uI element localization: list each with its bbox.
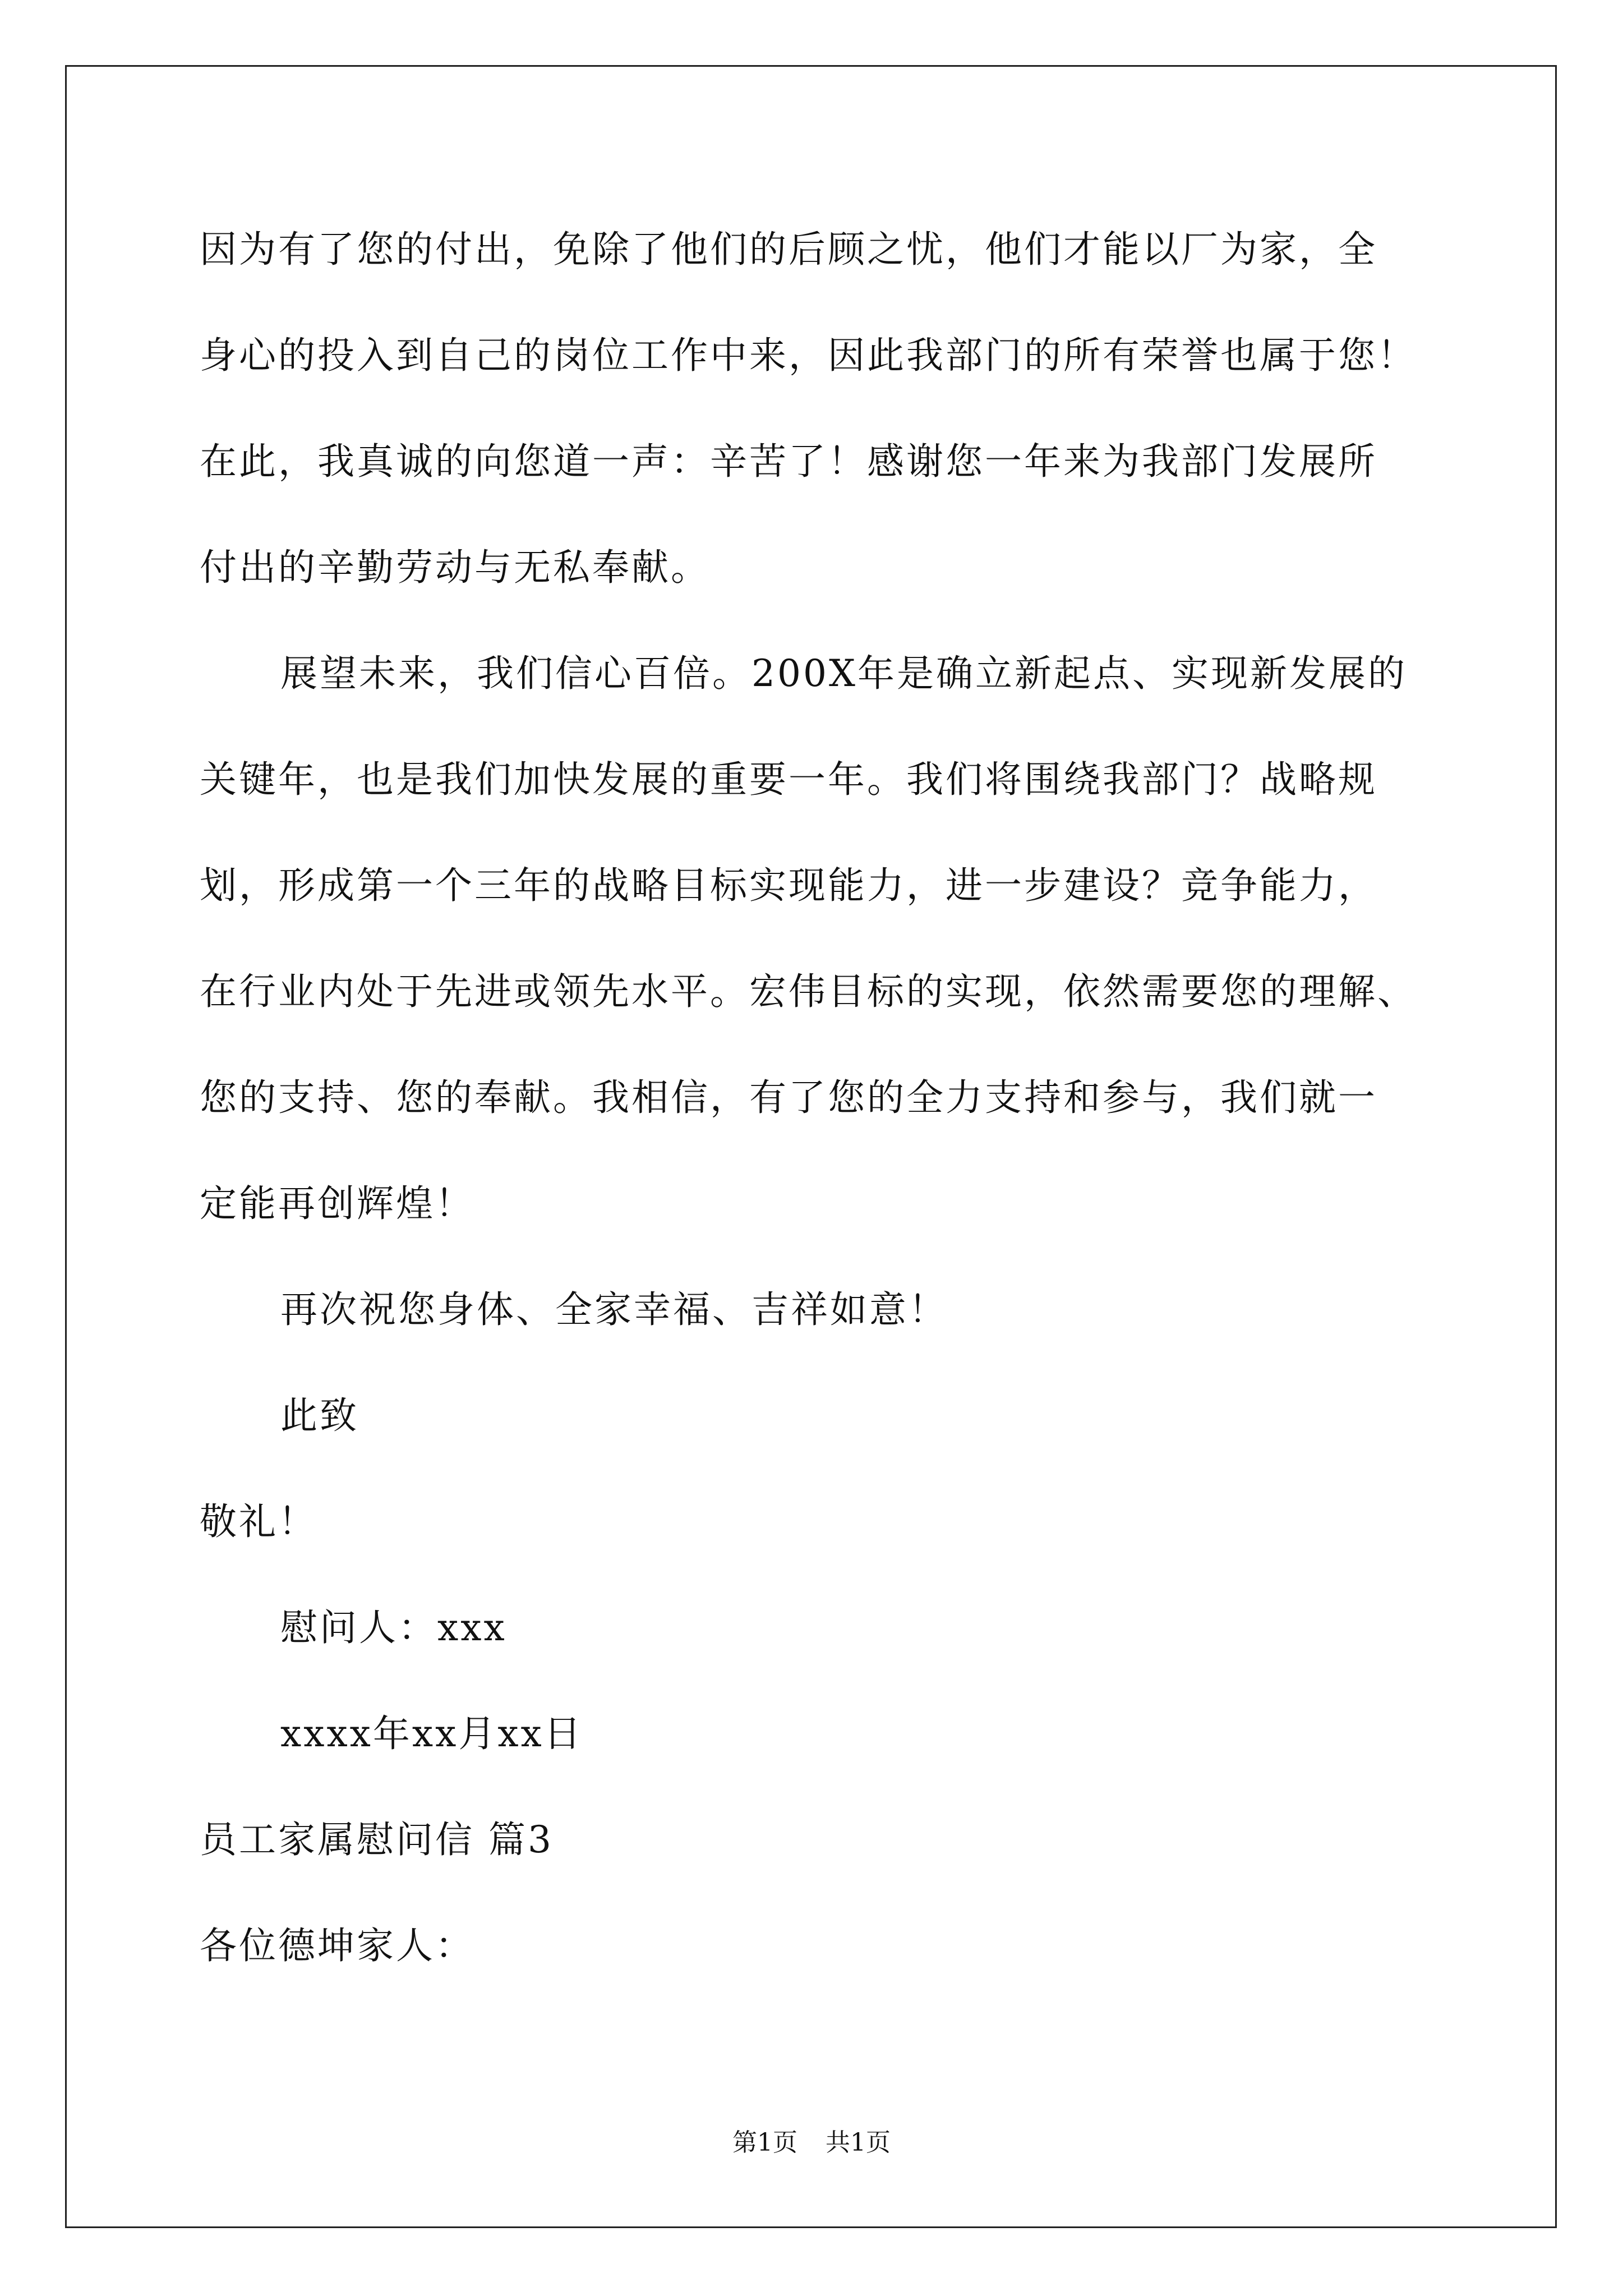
section-heading: 员工家属慰问信 篇3 xyxy=(200,1818,554,1861)
closing-regards: 敬礼！ xyxy=(200,1500,317,1543)
body-line-5: 展望未来，我们信心百倍。200X年是确立新起点、实现新发展的 xyxy=(280,652,1407,695)
body-line-6: 关键年，也是我们加快发展的重要一年。我们将围绕我部门？战略规 xyxy=(200,758,1377,801)
body-line-1: 因为有了您的付出，免除了他们的后顾之忧，他们才能以厂为家，全 xyxy=(200,228,1377,271)
body-line-8: 在行业内处于先进或领先水平。宏伟目标的实现，依然需要您的理解、 xyxy=(200,970,1417,1013)
date-line: xxxx年xx月xx日 xyxy=(280,1712,583,1755)
body-line-10: 定能再创辉煌！ xyxy=(200,1182,474,1225)
body-line-7: 划，形成第一个三年的战略目标实现能力，进一步建设？竞争能力， xyxy=(200,864,1377,907)
page-footer xyxy=(0,2126,1623,2160)
page-frame xyxy=(65,65,1557,2228)
body-line-4: 付出的辛勤劳动与无私奉献。 xyxy=(200,546,710,589)
signature-line: 慰问人：xxx xyxy=(280,1606,507,1649)
greeting-line: 各位德坤家人： xyxy=(200,1924,474,1967)
closing-salutation: 此致 xyxy=(280,1394,359,1437)
body-line-3: 在此，我真诚的向您道一声：辛苦了！感谢您一年来为我部门发展所 xyxy=(200,440,1377,483)
body-line-11: 再次祝您身体、全家幸福、吉祥如意！ xyxy=(280,1288,948,1331)
page-total: 共1页 xyxy=(826,2128,891,2157)
body-line-9: 您的支持、您的奉献。我相信，有了您的全力支持和参与，我们就一 xyxy=(200,1076,1377,1119)
body-line-2: 身心的投入到自己的岗位工作中来，因此我部门的所有荣誉也属于您！ xyxy=(200,334,1417,377)
page-number: 第1页 xyxy=(732,2128,797,2157)
